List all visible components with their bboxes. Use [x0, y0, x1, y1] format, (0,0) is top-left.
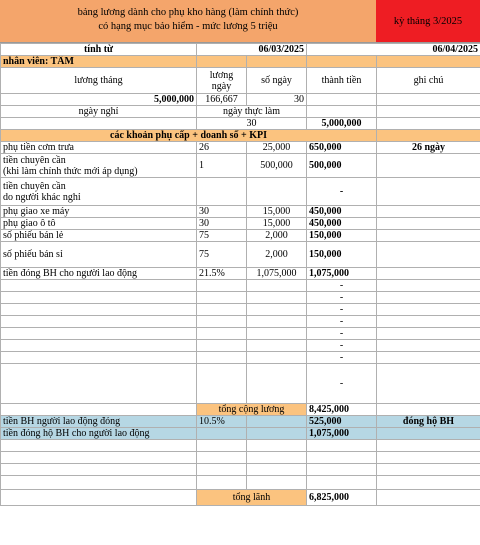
- insurance-support-label: tiền đóng hộ BH cho người lao động: [1, 428, 197, 440]
- col-daily: lương ngày: [197, 68, 247, 94]
- dash: -: [307, 328, 377, 340]
- col-amount: thành tiền: [307, 68, 377, 94]
- total-amount: 8,425,000: [307, 404, 377, 416]
- work-amount: 5,000,000: [307, 118, 377, 130]
- table-row: phụ giao ô tô 30 15,000 450,000: [1, 218, 480, 230]
- col-salary: lương tháng: [1, 68, 197, 94]
- work-days: 30: [197, 118, 307, 130]
- dash: -: [307, 340, 377, 352]
- insurance-emp-amount: 525,000: [307, 416, 377, 428]
- total-label: tổng cộng lương: [197, 404, 307, 416]
- col-note: ghi chú: [377, 68, 480, 94]
- title-line-2: có hạng mục bảo hiểm - mức lương 5 triệu: [98, 21, 278, 32]
- table-row: số phiếu bán lẻ 75 2,000 150,000: [1, 230, 480, 242]
- table-row: phụ tiền cơm trưa 26 25,000 650,000 26 ngày: [1, 142, 480, 154]
- leave-label: ngày nghỉ: [1, 106, 197, 118]
- title-line-1: bảng lương dành cho phụ kho hàng (làm chính thức): [77, 7, 299, 18]
- employee-name: nhân viên: TÂM: [1, 56, 197, 68]
- insurance-emp-note: đóng hộ BH: [377, 416, 480, 428]
- net-label: tổng lãnh: [197, 490, 307, 506]
- range-label: tính từ: [1, 44, 197, 56]
- dash: -: [307, 304, 377, 316]
- table-row: phụ giao xe máy 30 15,000 450,000: [1, 206, 480, 218]
- work-label: ngày thực làm: [197, 106, 307, 118]
- range-from: 06/03/2025: [197, 44, 307, 56]
- table-row: tiền đóng BH cho người lao động 21.5% 1,075,000 1,075,000: [1, 268, 480, 280]
- table-row: tiền chuyên cần (khi làm chính thức mới áp dụng) 1 500,000 500,000: [1, 154, 480, 178]
- dash: -: [307, 316, 377, 328]
- period-label: kỳ tháng 3/2025: [376, 0, 480, 43]
- insurance-emp-label: tiền BH người lao động đóng: [1, 416, 197, 428]
- table-row: số phiếu bán sỉ 75 2,000 150,000: [1, 242, 480, 268]
- dash: -: [307, 364, 377, 404]
- sheet-title: [0, 0, 377, 43]
- dash: -: [307, 292, 377, 304]
- net-amount: 6,825,000: [307, 490, 377, 506]
- base-daily: 166,667: [197, 94, 247, 106]
- dash: -: [307, 352, 377, 364]
- section-title: các khoản phụ cấp + doanh số + KPI: [1, 130, 377, 142]
- col-days: số ngày: [247, 68, 307, 94]
- base-days: 30: [247, 94, 307, 106]
- range-to: 06/04/2025: [307, 44, 480, 56]
- insurance-support-amount: 1,075,000: [307, 428, 377, 440]
- payroll-table: [0, 43, 480, 506]
- base-salary: 5,000,000: [1, 94, 197, 106]
- table-row: tiền chuyên cần do người khác nghỉ -: [1, 178, 480, 206]
- dash: -: [307, 280, 377, 292]
- insurance-emp-pct: 10.5%: [197, 416, 247, 428]
